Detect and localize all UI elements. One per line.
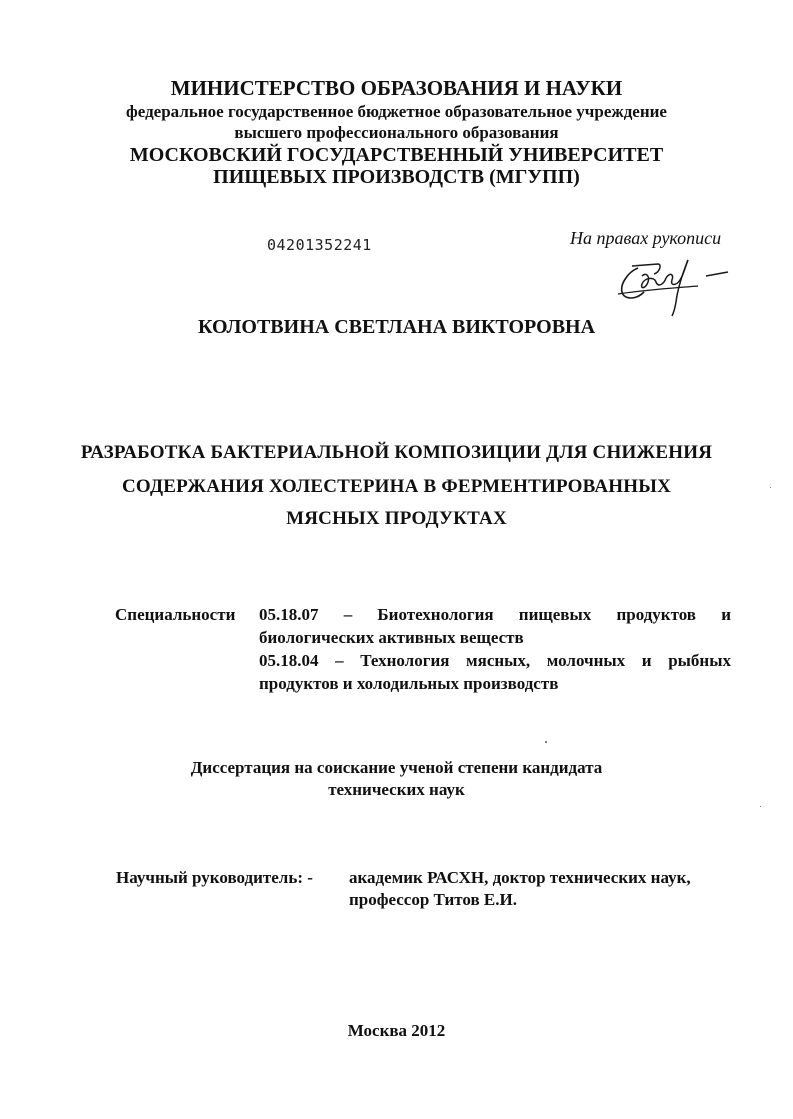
university-name-line-1: МОСКОВСКИЙ ГОСУДАРСТВЕННЫЙ УНИВЕРСИТЕТ xyxy=(129,144,664,166)
ministry-heading: МИНИСТЕРСТВО ОБРАЗОВАНИЯ И НАУКИ xyxy=(170,76,623,100)
specialty-item: 05.18.07 – Биотехнология пищевых продуктов и биологических активных веществ xyxy=(259,605,731,647)
degree-statement-line-2: технических наук xyxy=(328,780,465,799)
dissertation-title-line-1: РАЗРАБОТКА БАКТЕРИАЛЬНОЙ КОМПОЗИЦИИ ДЛЯ СНИЖЕНИЯ xyxy=(80,442,713,463)
institution-line-2: высшего профессионального образования xyxy=(234,123,559,142)
supervisor-name: профессор Титов Е.И. xyxy=(349,890,517,909)
scan-speck xyxy=(545,741,547,743)
dissertation-title-line-3: МЯСНЫХ ПРОДУКТАХ xyxy=(286,508,507,529)
specialty-item: 05.18.04 – Технология мясных, молочных и рыбных продуктов и холодильных производств xyxy=(259,651,731,693)
specialties-label: Специальности xyxy=(115,605,236,624)
degree-statement-line-1: Диссертация на соискание ученой степени кандидата xyxy=(190,758,603,777)
supervisor-label: Научный руководитель: - xyxy=(116,868,313,887)
supervisor-credentials: академик РАСХН, доктор технических наук, xyxy=(349,868,691,887)
scan-speck xyxy=(760,806,761,807)
registration-code: 04201352241 xyxy=(267,236,372,254)
city-year: Москва 2012 xyxy=(347,1021,446,1040)
handwritten-signature-icon xyxy=(614,246,744,318)
rights-note: На правах рукописи xyxy=(570,228,722,248)
institution-line-1: федеральное государственное бюджетное образовательное учреждение xyxy=(126,102,667,121)
university-name-line-2: ПИЩЕВЫХ ПРОИЗВОДСТВ (МГУПП) xyxy=(213,166,580,188)
dissertation-title-line-2: СОДЕРЖАНИЯ ХОЛЕСТЕРИНА В ФЕРМЕНТИРОВАННЫХ xyxy=(122,476,671,497)
author-name: КОЛОТВИНА СВЕТЛАНА ВИКТОРОВНА xyxy=(197,316,596,338)
scan-speck xyxy=(770,487,771,488)
